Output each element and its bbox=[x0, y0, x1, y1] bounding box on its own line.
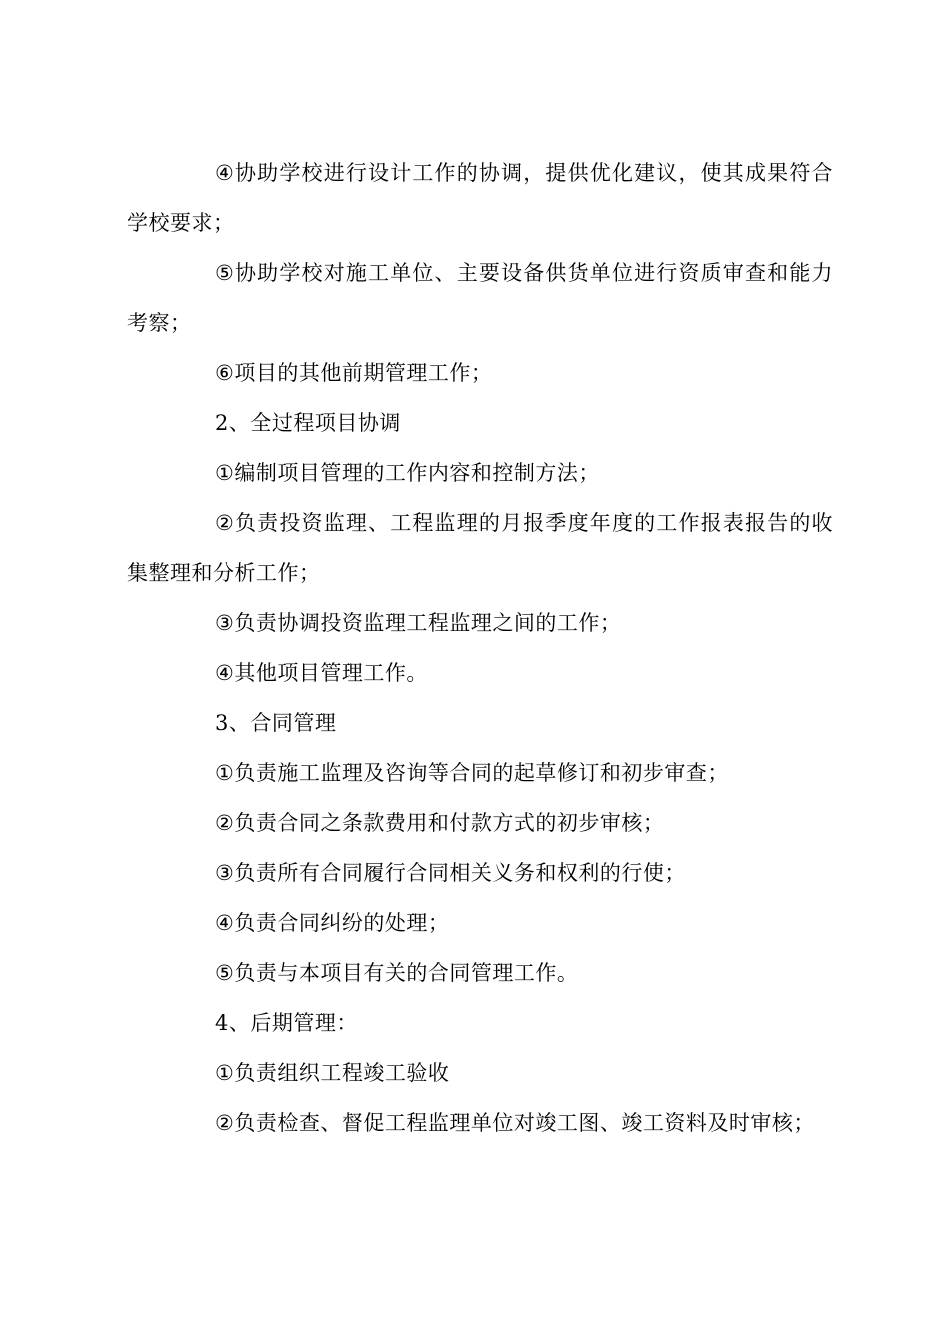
item-marker: ④ bbox=[215, 661, 235, 685]
item-text: 负责合同之条款费用和付款方式的初步审核； bbox=[234, 811, 665, 835]
section-heading bbox=[127, 998, 833, 1048]
item-marker: ③ bbox=[215, 861, 235, 885]
item-text: 负责投资监理、工程监理的月报季度年度的工作报表报告的收集整理和分析工作； bbox=[127, 511, 833, 585]
item-marker: ② bbox=[215, 1111, 235, 1135]
paragraph-item bbox=[127, 348, 833, 398]
item-text: 协助学校进行设计工作的协调，提供优化建议，使其成果符合学校要求； bbox=[127, 161, 833, 235]
paragraph-item bbox=[127, 648, 833, 698]
item-marker: ④ bbox=[215, 161, 235, 185]
section-number: 4、 bbox=[215, 1011, 251, 1035]
paragraph-item bbox=[127, 748, 833, 798]
item-text: 负责与本项目有关的合同管理工作。 bbox=[234, 961, 579, 985]
item-text: 负责组织工程竣工验收 bbox=[234, 1061, 450, 1085]
item-marker: ⑥ bbox=[215, 361, 235, 385]
section-heading bbox=[127, 398, 833, 448]
section-number: 2、 bbox=[215, 411, 251, 435]
item-text: 负责协调投资监理工程监理之间的工作； bbox=[234, 611, 622, 635]
paragraph-item bbox=[127, 448, 833, 498]
item-marker: ⑤ bbox=[215, 961, 235, 985]
item-marker: ② bbox=[215, 511, 235, 535]
paragraph-item bbox=[127, 598, 833, 648]
section-number: 3、 bbox=[215, 711, 251, 735]
item-text: 编制项目管理的工作内容和控制方法； bbox=[234, 461, 600, 485]
item-marker: ① bbox=[215, 761, 235, 785]
paragraph-item bbox=[127, 498, 833, 598]
paragraph-item bbox=[127, 148, 833, 248]
item-marker: ⑤ bbox=[215, 261, 235, 285]
item-marker: ① bbox=[215, 461, 235, 485]
item-text: 负责合同纠纷的处理； bbox=[234, 911, 450, 935]
section-title: 全过程项目协调 bbox=[250, 411, 401, 435]
section-title: 合同管理 bbox=[250, 711, 337, 735]
paragraph-item bbox=[127, 1048, 833, 1098]
item-text: 其他项目管理工作。 bbox=[234, 661, 428, 685]
item-text: 协助学校对施工单位、主要设备供货单位进行资质审查和能力考察； bbox=[127, 261, 833, 335]
item-marker: ④ bbox=[215, 911, 235, 935]
item-marker: ① bbox=[215, 1061, 235, 1085]
paragraph-item bbox=[127, 798, 833, 848]
paragraph-item bbox=[127, 898, 833, 948]
section-title: 后期管理： bbox=[250, 1011, 358, 1035]
item-marker: ② bbox=[215, 811, 235, 835]
paragraph-item bbox=[127, 1098, 833, 1148]
item-text: 负责检查、督促工程监理单位对竣工图、竣工资料及时审核； bbox=[234, 1111, 815, 1135]
section-heading bbox=[127, 698, 833, 748]
paragraph-item bbox=[127, 948, 833, 998]
document-body bbox=[127, 148, 833, 1148]
item-text: 项目的其他前期管理工作； bbox=[234, 361, 493, 385]
item-text: 负责施工监理及咨询等合同的起草修订和初步审查； bbox=[234, 761, 729, 785]
item-marker: ③ bbox=[215, 611, 235, 635]
item-text: 负责所有合同履行合同相关义务和权利的行使； bbox=[234, 861, 686, 885]
paragraph-item bbox=[127, 848, 833, 898]
paragraph-item bbox=[127, 248, 833, 348]
